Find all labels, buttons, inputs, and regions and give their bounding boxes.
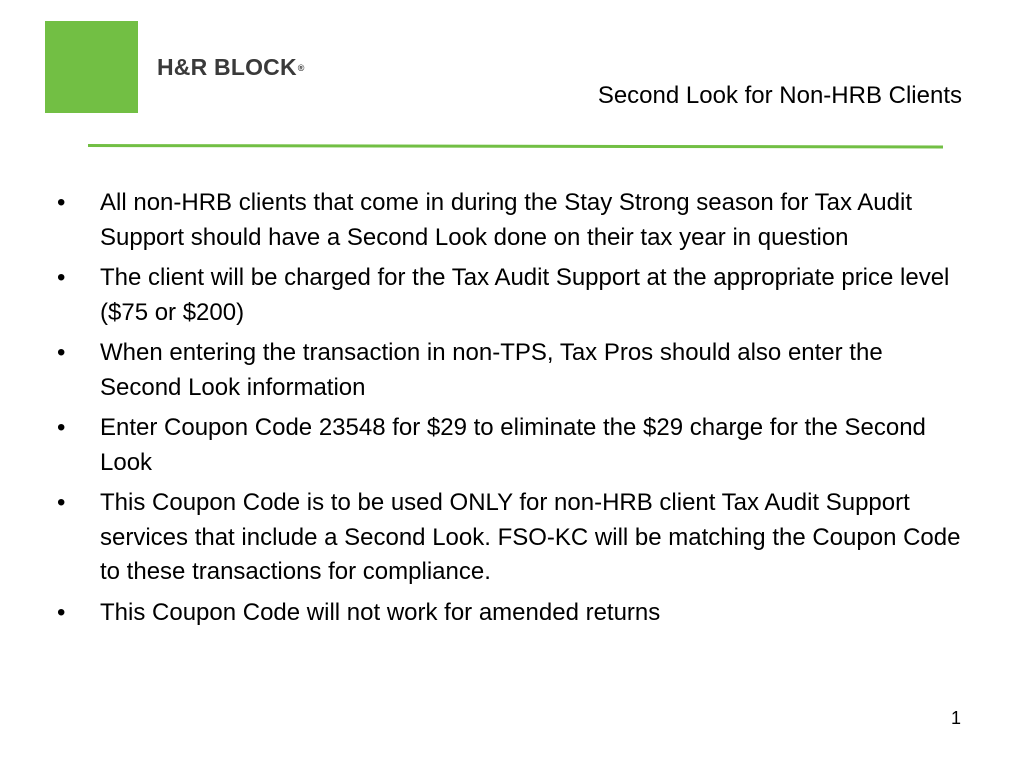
bullet-marker: •	[57, 598, 66, 626]
page-number: 1	[951, 708, 962, 728]
bullet-text: All non-HRB clients that come in during the Stay Strong season for Tax Audit Support should have a Second Look done on their tax year in question	[100, 189, 912, 251]
bullet-item	[57, 186, 967, 255]
bullet-marker: •	[57, 264, 66, 291]
hrb-logo-square	[45, 21, 138, 113]
bullet-marker: •	[57, 189, 66, 216]
registered-mark: ®	[297, 63, 305, 73]
bullet-item	[57, 336, 967, 405]
bullet-text: When entering the transaction in non-TPS, Tax Pros should also enter the Second Look information	[100, 339, 883, 401]
bullet-item	[57, 261, 967, 330]
title-divider-line	[88, 141, 943, 150]
slide-title: Second Look for Non-HRB Clients	[597, 82, 962, 109]
bullet-text: The client will be charged for the Tax Audit Support at the appropriate price level ($75 or $200)	[100, 264, 950, 326]
bullet-item	[57, 486, 967, 590]
bullet-text: This Coupon Code will not work for amended returns	[100, 598, 661, 626]
bullet-text: This Coupon Code is to be used ONLY for non-HRB client Tax Audit Support services that include a Second Look. FSO-KC will be matching the Coupon Code to these transactions for compliance.	[100, 489, 961, 585]
bullet-list	[57, 186, 967, 636]
bullet-marker: •	[57, 339, 66, 366]
bullet-marker: •	[57, 489, 66, 516]
bullet-marker: •	[57, 414, 66, 441]
bullet-item	[57, 596, 967, 631]
hrb-logo-wordmark	[157, 54, 305, 80]
logo-wordmark-text: H&R BLOCK	[157, 54, 297, 80]
bullet-text: Enter Coupon Code 23548 for $29 to eliminate the $29 charge for the Second Look	[100, 414, 926, 476]
bullet-item	[57, 411, 967, 480]
